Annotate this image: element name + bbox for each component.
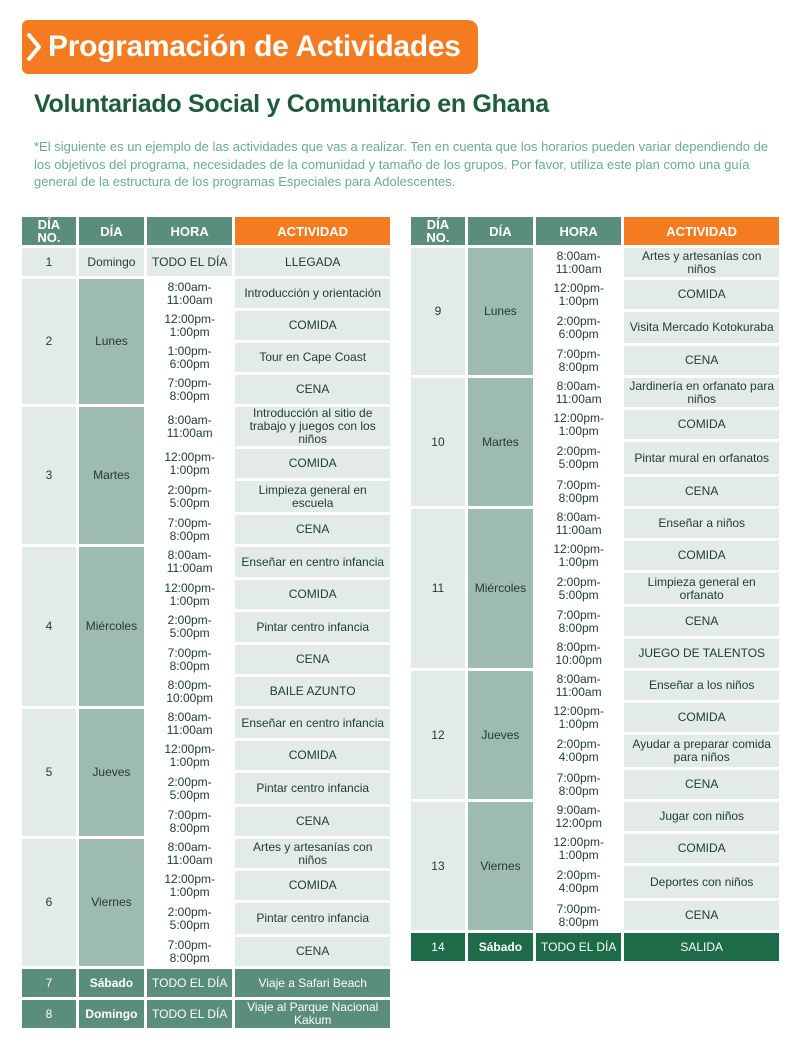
day-number: 2 (22, 279, 76, 404)
time-slot: 7:00pm-8:00pm (536, 901, 621, 930)
time-slot: 12:00pm-1:00pm (147, 741, 232, 770)
time-slot: 12:00pm-1:00pm (536, 280, 621, 309)
time-slot: TODO EL DÍA (147, 248, 232, 276)
activity: Artes y artesanías con niños (624, 248, 779, 277)
activity: Tour en Cape Coast (235, 343, 390, 372)
time-slot: 2:00pm-5:00pm (147, 773, 232, 804)
activity: Limpieza general en orfanato (624, 573, 779, 604)
time-slot: 12:00pm-1:00pm (147, 311, 232, 340)
activity: Enseñar a niños (624, 509, 779, 538)
activity: COMIDA (624, 541, 779, 570)
day-number: 11 (411, 509, 465, 668)
table-row (411, 866, 779, 898)
table-row (22, 677, 390, 706)
time-slot: TODO EL DÍA (147, 1000, 232, 1028)
day-name: Martes (468, 378, 533, 506)
table-row (22, 807, 390, 836)
activity: CENA (235, 645, 390, 674)
table-row (22, 481, 390, 512)
day-name: Viernes (79, 839, 144, 966)
day-number: 10 (411, 378, 465, 506)
header-day-number: DÍA NO. (411, 217, 465, 245)
day-number: 4 (22, 547, 76, 706)
day-number: 7 (22, 969, 76, 997)
table-row (411, 802, 779, 831)
time-slot: 12:00pm-1:00pm (147, 449, 232, 478)
time-slot: 8:00pm-10:00pm (147, 677, 232, 706)
time-slot: 8:00am-11:00am (147, 547, 232, 577)
time-slot: 7:00pm-8:00pm (147, 375, 232, 404)
day-number: 13 (411, 802, 465, 930)
day-number: 5 (22, 709, 76, 836)
activity: JUEGO DE TALENTOS (624, 639, 779, 668)
activity: Viaje a Safari Beach (235, 969, 390, 997)
time-slot: 2:00pm-5:00pm (147, 481, 232, 512)
activity: Pintar centro infancia (235, 773, 390, 804)
day-name: Miércoles (79, 547, 144, 706)
activity: CENA (624, 477, 779, 506)
activity: Pintar mural en orfanatos (624, 442, 779, 474)
activity: COMIDA (235, 449, 390, 478)
time-slot: 12:00pm-1:00pm (536, 410, 621, 439)
day-number: 12 (411, 671, 465, 799)
header-activity: ACTIVIDAD (235, 217, 390, 245)
activity: CENA (624, 346, 779, 375)
schedule-table-left (19, 214, 393, 1031)
activity: CENA (235, 807, 390, 836)
time-slot: 7:00pm-8:00pm (147, 645, 232, 674)
activity: COMIDA (235, 580, 390, 609)
table-row (411, 346, 779, 375)
activity: Pintar centro infancia (235, 903, 390, 934)
table-row (411, 639, 779, 668)
day-name: Viernes (468, 802, 533, 930)
time-slot: 12:00pm-1:00pm (536, 541, 621, 570)
time-slot: 12:00pm-1:00pm (147, 580, 232, 609)
header-time: HORA (536, 217, 621, 245)
activity: COMIDA (235, 311, 390, 340)
time-slot: 7:00pm-8:00pm (147, 807, 232, 836)
activity: CENA (624, 607, 779, 636)
day-name: Jueves (79, 709, 144, 836)
day-name: Domingo (79, 248, 144, 276)
day-number: 3 (22, 407, 76, 544)
day-number: 8 (22, 1000, 76, 1028)
activity: CENA (235, 937, 390, 966)
title-banner (22, 20, 478, 74)
table-row (411, 671, 779, 700)
page-subtitle: Voluntariado Social y Comunitario en Ghana (34, 90, 549, 118)
activity: Enseñar en centro infancia (235, 709, 390, 738)
table-row (22, 773, 390, 804)
activity: COMIDA (624, 410, 779, 439)
table-row (22, 741, 390, 770)
time-slot: 2:00pm-4:00pm (536, 866, 621, 898)
table-row (22, 969, 390, 997)
table-row (22, 903, 390, 934)
day-name: Martes (79, 407, 144, 544)
activity: COMIDA (624, 834, 779, 863)
activity: Enseñar en centro infancia (235, 547, 390, 577)
table-row (411, 509, 779, 538)
time-slot: 7:00pm-8:00pm (536, 477, 621, 506)
activity: COMIDA (235, 871, 390, 900)
time-slot: 2:00pm-5:00pm (536, 573, 621, 604)
table-row (411, 933, 779, 961)
time-slot: 2:00pm-5:00pm (147, 612, 232, 642)
activity: BAILE AZUNTO (235, 677, 390, 706)
table-row (22, 343, 390, 372)
header-day: DÍA (468, 217, 533, 245)
time-slot: 8:00am-11:00am (536, 248, 621, 277)
time-slot: 8:00am-11:00am (536, 378, 621, 407)
day-number: 14 (411, 933, 465, 961)
table-row (411, 410, 779, 439)
time-slot: 8:00am-11:00am (536, 509, 621, 538)
time-slot: 2:00pm-4:00pm (536, 735, 621, 767)
day-name: Domingo (79, 1000, 144, 1028)
day-number: 1 (22, 248, 76, 276)
table-row (22, 645, 390, 674)
activity: COMIDA (235, 741, 390, 770)
chevron-right-icon (26, 33, 42, 61)
activity: Introducción y orientación (235, 279, 390, 308)
time-slot: 12:00pm-1:00pm (147, 871, 232, 900)
time-slot: 8:00pm-10:00pm (536, 639, 621, 668)
time-slot: 8:00am-11:00am (147, 709, 232, 738)
time-slot: 8:00am-11:00am (536, 671, 621, 700)
activity: CENA (624, 901, 779, 930)
table-header-row (411, 217, 779, 245)
header-time: HORA (147, 217, 232, 245)
activity: Enseñar a los niños (624, 671, 779, 700)
table-row (22, 279, 390, 308)
table-row (411, 248, 779, 277)
table-row (22, 580, 390, 609)
activity: Pintar centro infancia (235, 612, 390, 642)
activity: LLEGADA (235, 248, 390, 276)
table-row (22, 407, 390, 446)
table-row (22, 1000, 390, 1028)
activity: Introducción al sitio de trabajo y juegos con los niños (235, 407, 390, 446)
intro-note: *El siguiente es un ejemplo de las actividades que vas a realizar. Ten en cuenta que los horarios pueden variar dependiendo de los objetivos del programa, necesidades de la comunidad y tamaño de los grupos. Por favor, utiliza este plan como una guía general de la estructura de los programas Especiales para Adolescentes. (34, 139, 769, 189)
time-slot: 8:00am-11:00am (147, 839, 232, 868)
activity: COMIDA (624, 703, 779, 732)
time-slot: 12:00pm-1:00pm (536, 703, 621, 732)
time-slot: 2:00pm-5:00pm (147, 903, 232, 934)
table-row (22, 709, 390, 738)
table-row (22, 248, 390, 276)
table-row (22, 375, 390, 404)
time-slot: 2:00pm-6:00pm (536, 312, 621, 343)
activity: CENA (235, 515, 390, 544)
time-slot: 1:00pm-6:00pm (147, 343, 232, 372)
activity: Limpieza general en escuela (235, 481, 390, 512)
time-slot: 8:00am-11:00am (147, 407, 232, 446)
table-row (411, 477, 779, 506)
table-row (411, 312, 779, 343)
time-slot: 7:00pm-8:00pm (536, 770, 621, 799)
table-row (22, 839, 390, 868)
time-slot: 12:00pm-1:00pm (536, 834, 621, 863)
day-name: Jueves (468, 671, 533, 799)
table-row (411, 770, 779, 799)
activity: CENA (235, 375, 390, 404)
activity: Visita Mercado Kotokuraba (624, 312, 779, 343)
table-row (411, 378, 779, 407)
table-row (411, 735, 779, 767)
table-row (22, 515, 390, 544)
activity: CENA (624, 770, 779, 799)
time-slot: TODO EL DÍA (536, 933, 621, 961)
activity: COMIDA (624, 280, 779, 309)
activity: Artes y artesanías con niños (235, 839, 390, 868)
time-slot: 7:00pm-8:00pm (536, 346, 621, 375)
table-row (22, 547, 390, 577)
day-number: 6 (22, 839, 76, 966)
activity: Deportes con niños (624, 866, 779, 898)
table-row (411, 442, 779, 474)
header-activity: ACTIVIDAD (624, 217, 779, 245)
day-name: Miércoles (468, 509, 533, 668)
day-name: Sábado (468, 933, 533, 961)
table-row (411, 834, 779, 863)
table-row (411, 607, 779, 636)
table-row (411, 901, 779, 930)
time-slot: 2:00pm-5:00pm (536, 442, 621, 474)
day-name: Sábado (79, 969, 144, 997)
table-row (22, 937, 390, 966)
table-row (411, 703, 779, 732)
activity: SALIDA (624, 933, 779, 961)
table-row (22, 871, 390, 900)
time-slot: 7:00pm-8:00pm (536, 607, 621, 636)
table-row (411, 541, 779, 570)
table-row (22, 612, 390, 642)
activity: Jugar con niños (624, 802, 779, 831)
activity: Jardinería en orfanato para niños (624, 378, 779, 407)
activity: Viaje al Parque Nacional Kakum (235, 1000, 390, 1028)
header-day-number: DÍA NO. (22, 217, 76, 245)
time-slot: 7:00pm-8:00pm (147, 937, 232, 966)
table-row (22, 311, 390, 340)
time-slot: 7:00pm-8:00pm (147, 515, 232, 544)
page-title: Programación de Actividades (48, 30, 461, 63)
day-number: 9 (411, 248, 465, 375)
activity: Ayudar a preparar comida para niños (624, 735, 779, 767)
table-header-row (22, 217, 390, 245)
day-name: Lunes (79, 279, 144, 404)
table-row (411, 280, 779, 309)
table-row (22, 449, 390, 478)
time-slot: 9:00am-12:00pm (536, 802, 621, 831)
day-name: Lunes (468, 248, 533, 375)
schedule-table-right (408, 214, 782, 964)
header-day: DÍA (79, 217, 144, 245)
time-slot: 8:00am-11:00am (147, 279, 232, 308)
time-slot: TODO EL DÍA (147, 969, 232, 997)
table-row (411, 573, 779, 604)
